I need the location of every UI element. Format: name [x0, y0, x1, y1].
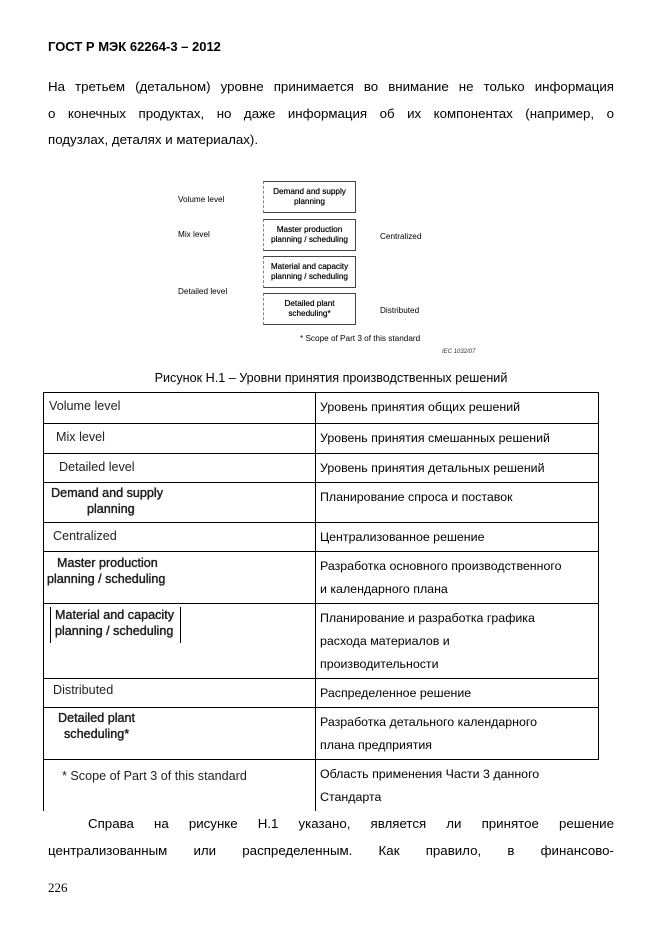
cell-text: плана предприятия	[320, 738, 432, 752]
fig-box-text: Demand and supply	[273, 187, 346, 196]
table-row	[44, 483, 599, 523]
fig-box-demand-supply	[263, 181, 356, 213]
table-row	[44, 424, 599, 454]
table-cell-en	[44, 708, 316, 760]
fig-box-text: scheduling*	[288, 309, 331, 318]
fig-scope-note: * Scope of Part 3 of this standard	[300, 334, 421, 343]
cell-text: Demand and supply	[51, 486, 164, 500]
fig-mix-level: Mix level	[178, 230, 210, 239]
fig-iec-reference: IEC 1032/07	[442, 349, 476, 355]
cell-text: Distributed	[53, 683, 114, 697]
table-cell-ru	[316, 393, 599, 424]
table-cell-ru	[316, 708, 599, 760]
material-capacity-label	[50, 607, 181, 643]
table-cell-ru	[316, 552, 599, 604]
fig-centralized: Centralized	[380, 232, 422, 241]
table-cell-en	[44, 454, 316, 483]
figure-h1	[0, 0, 662, 360]
table-cell-en	[44, 679, 316, 708]
table-cell-en	[44, 393, 316, 424]
cell-text: и календарного плана	[320, 582, 448, 596]
cell-text: * Scope of Part 3 of this standard	[62, 769, 247, 783]
fig-box-text: planning	[294, 197, 325, 206]
cell-text: Detailed plant	[58, 711, 136, 725]
cell-text: Detailed level	[59, 460, 135, 474]
table-row	[44, 393, 599, 424]
cell-text: scheduling*	[64, 727, 130, 741]
table-cell-ru	[316, 604, 599, 679]
table-cell-en	[44, 604, 316, 679]
paragraph-line: о конечных продуктах, но даже информация об их компонентах (например, о	[48, 105, 614, 121]
cell-text: Volume level	[49, 399, 121, 413]
table-cell-en	[44, 760, 316, 812]
table-row	[44, 552, 599, 604]
table-cell-ru	[316, 523, 599, 552]
table-row	[44, 760, 599, 812]
table-cell-ru	[316, 679, 599, 708]
table-row	[44, 604, 599, 679]
fig-distributed: Distributed	[380, 306, 420, 315]
closing-paragraph	[48, 811, 614, 864]
cell-text: Централизованное решение	[320, 530, 485, 544]
fig-box-text: planning / scheduling	[271, 235, 348, 244]
table-row	[44, 523, 599, 552]
paragraph-line: Справа на рисунке Н.1 указано, является ли принятое решение	[88, 816, 614, 831]
table-row	[44, 679, 599, 708]
fig-volume-level: Volume level	[178, 195, 225, 204]
cell-text: Уровень принятия смешанных решений	[320, 431, 550, 445]
figure-caption: Рисунок Н.1 – Уровни принятия производственных решений	[154, 371, 508, 385]
cell-text: Стандарта	[320, 790, 382, 804]
fig-box-text: Master production	[276, 225, 343, 234]
table-row	[44, 708, 599, 760]
fig-box-text: Detailed plant	[284, 299, 335, 308]
cell-text: Разработка детального календарного	[320, 715, 538, 729]
cell-text: Область применения Части 3 данного	[320, 767, 540, 781]
cell-text: planning / scheduling	[55, 624, 174, 638]
fig-box-master-production	[263, 219, 356, 251]
cell-text: производительности	[320, 657, 439, 671]
fig-box-detailed-plant	[263, 293, 356, 325]
cell-text: Уровень принятия детальных решений	[320, 461, 545, 475]
table-cell-en	[44, 552, 316, 604]
fig-detailed-level: Detailed level	[178, 287, 228, 296]
document-header: ГОСТ Р МЭК 62264-3 – 2012	[48, 39, 221, 54]
cell-text: planning	[87, 502, 135, 516]
cell-text: Master production	[57, 556, 158, 570]
table-cell-en	[44, 424, 316, 454]
table-cell-en	[44, 523, 316, 552]
fig-box-text: Material and capacity	[270, 262, 349, 271]
fig-box-material-capacity	[263, 256, 356, 288]
table-cell-ru	[316, 483, 599, 523]
paragraph-line: подузлах, деталях и материалах).	[48, 132, 259, 147]
fig-box-text: planning / scheduling	[271, 272, 348, 281]
cell-text: расхода материалов и	[320, 634, 450, 648]
paragraph-line: На третьем (детальном) уровне принимается во внимание не только информация	[48, 79, 614, 94]
cell-text: Уровень принятия общих решений	[320, 400, 521, 414]
cell-text: planning / scheduling	[47, 572, 166, 586]
legend-table	[43, 392, 599, 811]
cell-text: Mix level	[56, 430, 105, 444]
table-cell-en	[44, 483, 316, 523]
table-cell-ru	[316, 454, 599, 483]
cell-text: Centralized	[53, 529, 117, 543]
table-row	[44, 454, 599, 483]
table-cell-ru	[316, 424, 599, 454]
cell-text: Планирование и разработка графика	[320, 611, 535, 625]
page-number: 226	[48, 880, 68, 895]
paragraph-line: централизованным или распределенным. Как правило, в финансово-	[48, 842, 614, 858]
cell-text: Разработка основного производственного	[320, 559, 562, 573]
cell-text: Планирование спроса и поставок	[320, 490, 513, 504]
table-cell-ru	[316, 760, 599, 812]
cell-text: Material and capacity	[55, 608, 175, 622]
cell-text: Распределенное решение	[320, 686, 472, 700]
intro-paragraph	[48, 74, 614, 154]
